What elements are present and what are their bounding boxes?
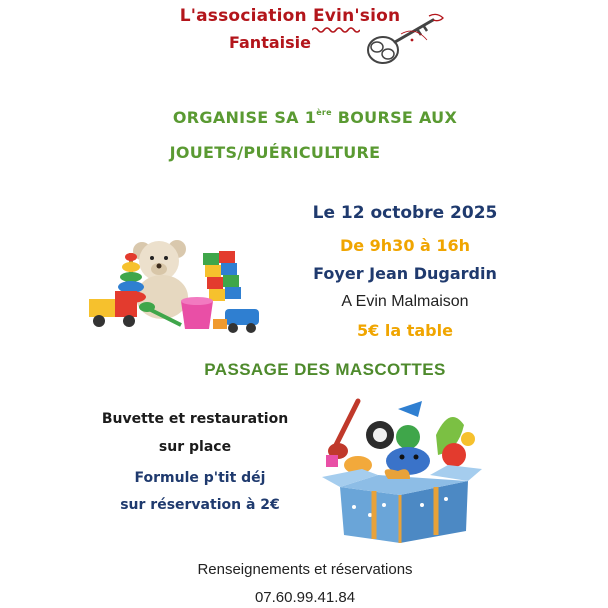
breakfast-offer-line1: Formule p'tit déj (134, 470, 266, 486)
event-date: Le 12 octobre 2025 (312, 203, 498, 223)
contact-phone: 07.60.99.41.84 (254, 589, 356, 606)
refreshments-line2: sur place (158, 439, 232, 455)
breakfast-offer-line2: sur réservation à 2€ (120, 497, 280, 513)
toys-pile-illustration (85, 225, 265, 340)
event-venue: Foyer Jean Dugardin (313, 264, 497, 283)
event-title-line2: JOUETS/PUÉRICULTURE (169, 143, 381, 162)
mascots-highlight: PASSAGE DES MASCOTTES (204, 360, 446, 379)
contact-label: Renseignements et réservations (197, 561, 413, 578)
event-time: De 9h30 à 16h (339, 236, 471, 255)
association-name: L'association Evin'sion (179, 6, 401, 26)
toy-box-illustration (318, 395, 483, 545)
association-name-line2: Fantaisie (229, 33, 311, 52)
event-title-line1: ORGANISE SA 1ère BOURSE AUX (172, 108, 458, 127)
wavy-underline-decoration (312, 26, 360, 34)
event-town: A Evin Malmaison (341, 293, 469, 310)
table-price: 5€ la table (357, 321, 453, 340)
refreshments-line1: Buvette et restauration (101, 411, 289, 427)
key-logo-icon (355, 10, 450, 70)
